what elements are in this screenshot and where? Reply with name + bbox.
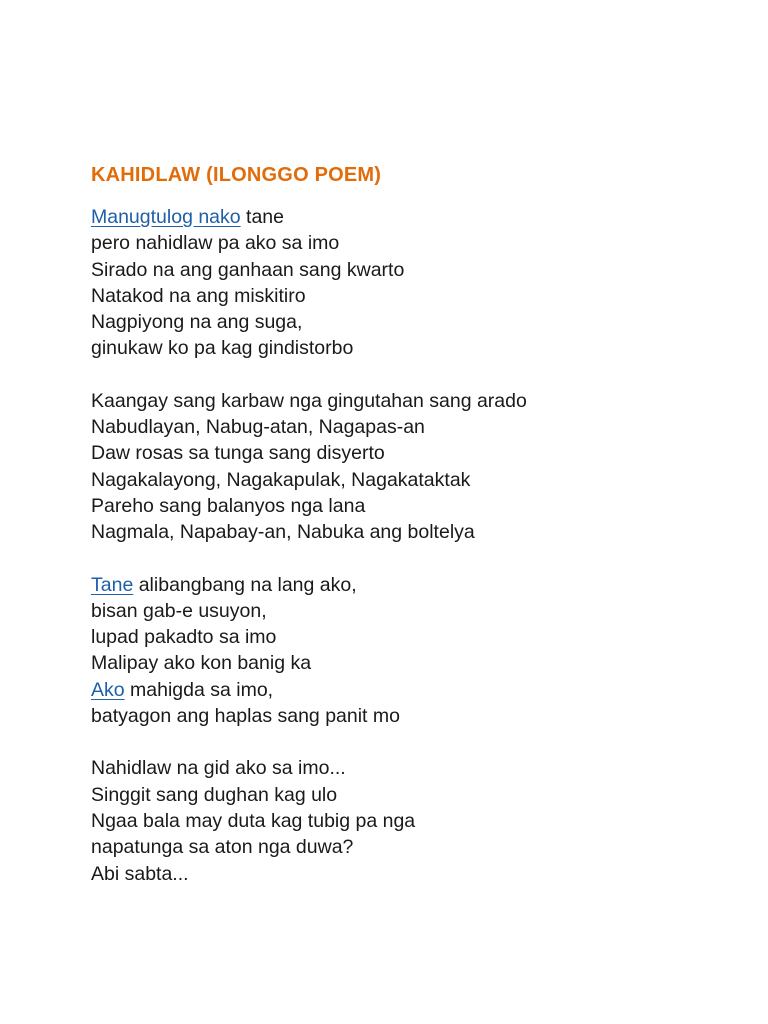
- poem-line: [91, 493, 731, 519]
- poem-line: [91, 650, 731, 676]
- poem-line: [91, 283, 731, 309]
- poem-line-text: napatunga sa aton nga duwa?: [91, 836, 354, 859]
- poem-line: [91, 309, 731, 335]
- poem-line-text: mahigda sa imo,: [124, 678, 274, 701]
- poem-line-text: Singgit sang dughan kag ulo: [91, 783, 338, 806]
- poem-line-text: Nagpiyong na ang suga,: [91, 311, 303, 334]
- poem-line-text: pero nahidlaw pa ako sa imo: [91, 232, 340, 255]
- poem-line-text: ginukaw ko pa kag gindistorbo: [91, 337, 354, 360]
- poem-line: [91, 257, 731, 283]
- poem-line-text: Nagmala, Napabay-an, Nabuka ang boltelya: [91, 521, 475, 544]
- poem-line-text: Abi sabta...: [91, 862, 189, 885]
- poem-line: [91, 388, 731, 414]
- poem-line-text: alibangbang na lang ako,: [133, 573, 357, 596]
- poem-link[interactable]: Tane: [91, 573, 134, 596]
- poem-line: [91, 861, 731, 887]
- poem-line-text: batyagon ang haplas sang panit mo: [91, 705, 400, 728]
- poem-line: [91, 467, 731, 493]
- poem-stanza-3: [91, 572, 731, 730]
- poem-stanza-1: [91, 204, 731, 362]
- poem-line: [91, 440, 731, 466]
- poem-line: [91, 335, 731, 361]
- poem-line-text: Natakod na ang miskitiro: [91, 284, 306, 307]
- poem-title: KAHIDLAW (ILONGGO POEM): [91, 164, 382, 186]
- poem-line: [91, 230, 731, 256]
- poem-line: [91, 519, 731, 545]
- poem-line-text: Ngaa bala may duta kag tubig pa nga: [91, 809, 416, 832]
- poem-line: [91, 834, 731, 860]
- poem-line-text: Kaangay sang karbaw nga gingutahan sang arado: [91, 389, 527, 412]
- poem-line-text: bisan gab-e usuyon,: [91, 599, 267, 622]
- poem-line: [91, 755, 731, 781]
- poem-line: [91, 782, 731, 808]
- poem-line: [91, 624, 731, 650]
- poem-line-text: Malipay ako kon banig ka: [91, 652, 312, 675]
- poem-line-text: Nahidlaw na gid ako sa imo...: [91, 757, 346, 780]
- poem-link[interactable]: Ako: [91, 678, 125, 701]
- poem-stanza-2: [91, 388, 731, 546]
- poem-line-text: Pareho sang balanyos nga lana: [91, 494, 366, 517]
- poem-link[interactable]: Manugtulog nako: [91, 206, 241, 228]
- poem-line: [91, 414, 731, 440]
- poem-body: [91, 204, 731, 887]
- poem-line: [91, 598, 731, 624]
- poem-line-text: Nagakalayong, Nagakapulak, Nagakataktak: [91, 468, 471, 491]
- poem-line-text: Nabudlayan, Nabug-atan, Nagapas-an: [91, 416, 425, 439]
- poem-line-text: lupad pakadto sa imo: [91, 626, 277, 649]
- poem-line-text: tane: [240, 206, 284, 228]
- poem-document: [91, 162, 731, 913]
- poem-line: [91, 677, 731, 703]
- poem-line-text: Sirado na ang ganhaan sang kwarto: [91, 258, 405, 281]
- poem-line: [91, 572, 731, 598]
- poem-stanza-4: [91, 755, 731, 886]
- poem-line: [91, 703, 731, 729]
- poem-line: [91, 204, 731, 230]
- poem-line: [91, 808, 731, 834]
- poem-line-text: Daw rosas sa tunga sang disyerto: [91, 442, 385, 465]
